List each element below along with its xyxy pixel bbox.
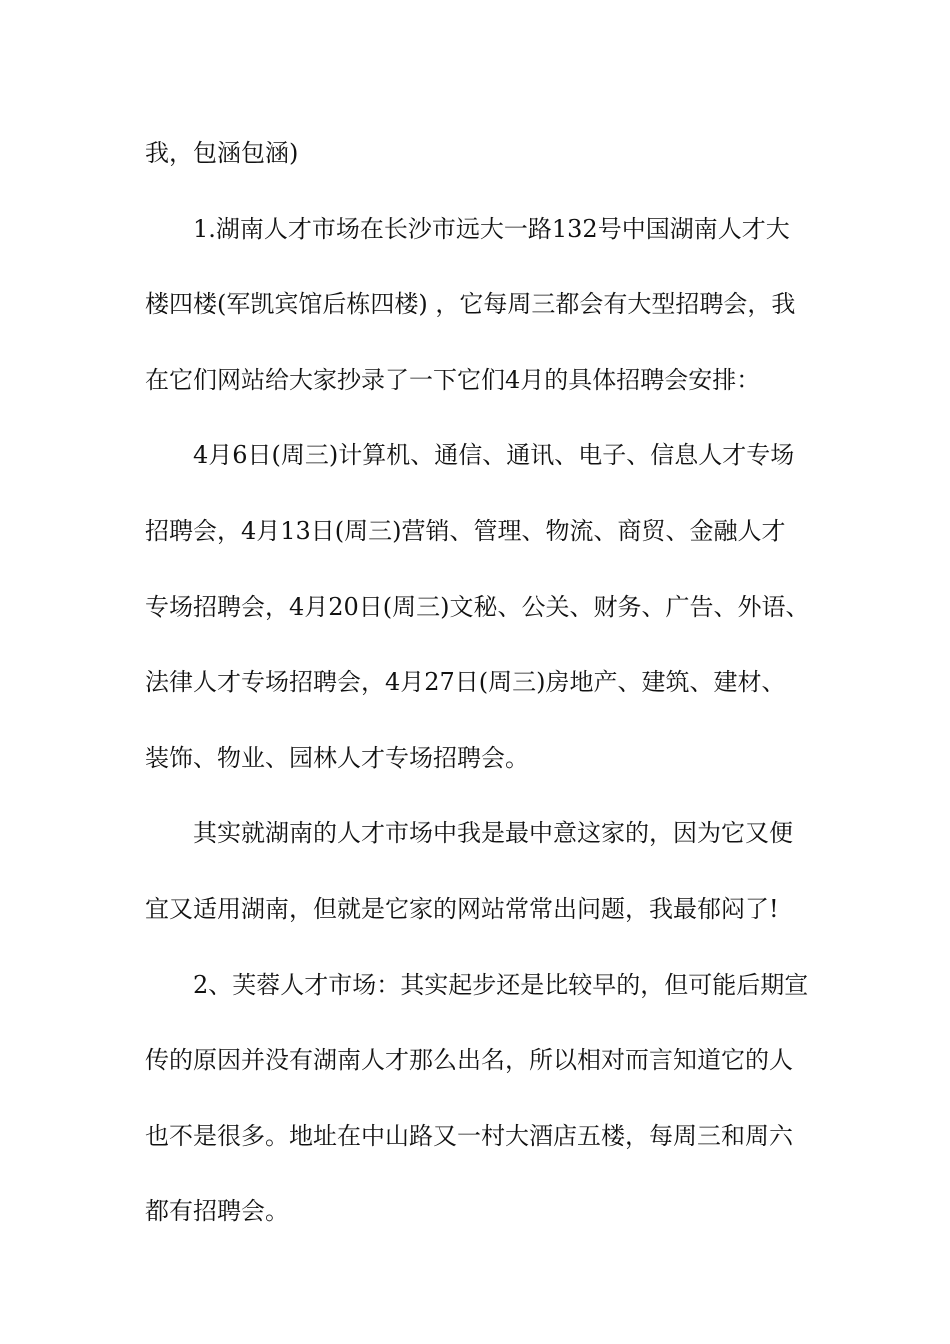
text-line: 我，包涵包涵) xyxy=(145,139,299,167)
paragraph-hunan-talent-market xyxy=(145,192,835,419)
text-line: 2、芙蓉人才市场：其实起步还是比较早的，但可能后期宣 xyxy=(193,970,809,999)
text-line: 装饰、物业、园林人才专场招聘会。 xyxy=(145,743,529,772)
text-line: 其实就湖南的人才市场中我是最中意这家的，因为它又便 xyxy=(193,819,793,848)
text-line: 都有招聘会。 xyxy=(145,1197,289,1226)
text-line: 专场招聘会，4月20日(周三)文秘、公关、财务、广告、外语、 xyxy=(145,592,810,621)
text-line: 传的原因并没有湖南人才那么出名，所以相对而言知道它的人 xyxy=(145,1046,793,1075)
text-line: 也不是很多。地址在中山路又一村大酒店五楼，每周三和周六 xyxy=(145,1121,793,1150)
text-line: 4月6日(周三)计算机、通信、通讯、电子、信息人才专场 xyxy=(193,441,795,470)
paragraph-april-schedule xyxy=(145,418,835,796)
text-line: 宜又适用湖南，但就是它家的网站常常出问题，我最郁闷了! xyxy=(145,894,779,923)
paragraph-continuation xyxy=(145,116,835,192)
text-line: 在它们网站给大家抄录了一下它们4月的具体招聘会安排： xyxy=(145,365,761,394)
text-line: 1.湖南人才市场在长沙市远大一路132号中国湖南人才大 xyxy=(193,214,790,243)
text-line: 楼四楼(军凯宾馆后栋四楼) ，它每周三都会有大型招聘会，我 xyxy=(145,290,796,319)
document-body xyxy=(145,116,835,1250)
paragraph-furong-talent-market xyxy=(145,948,835,1250)
text-line: 法律人才专场招聘会，4月27日(周三)房地产、建筑、建材、 xyxy=(145,668,786,697)
text-line: 招聘会，4月13日(周三)营销、管理、物流、商贸、金融人才 xyxy=(145,516,786,545)
paragraph-opinion xyxy=(145,796,835,947)
